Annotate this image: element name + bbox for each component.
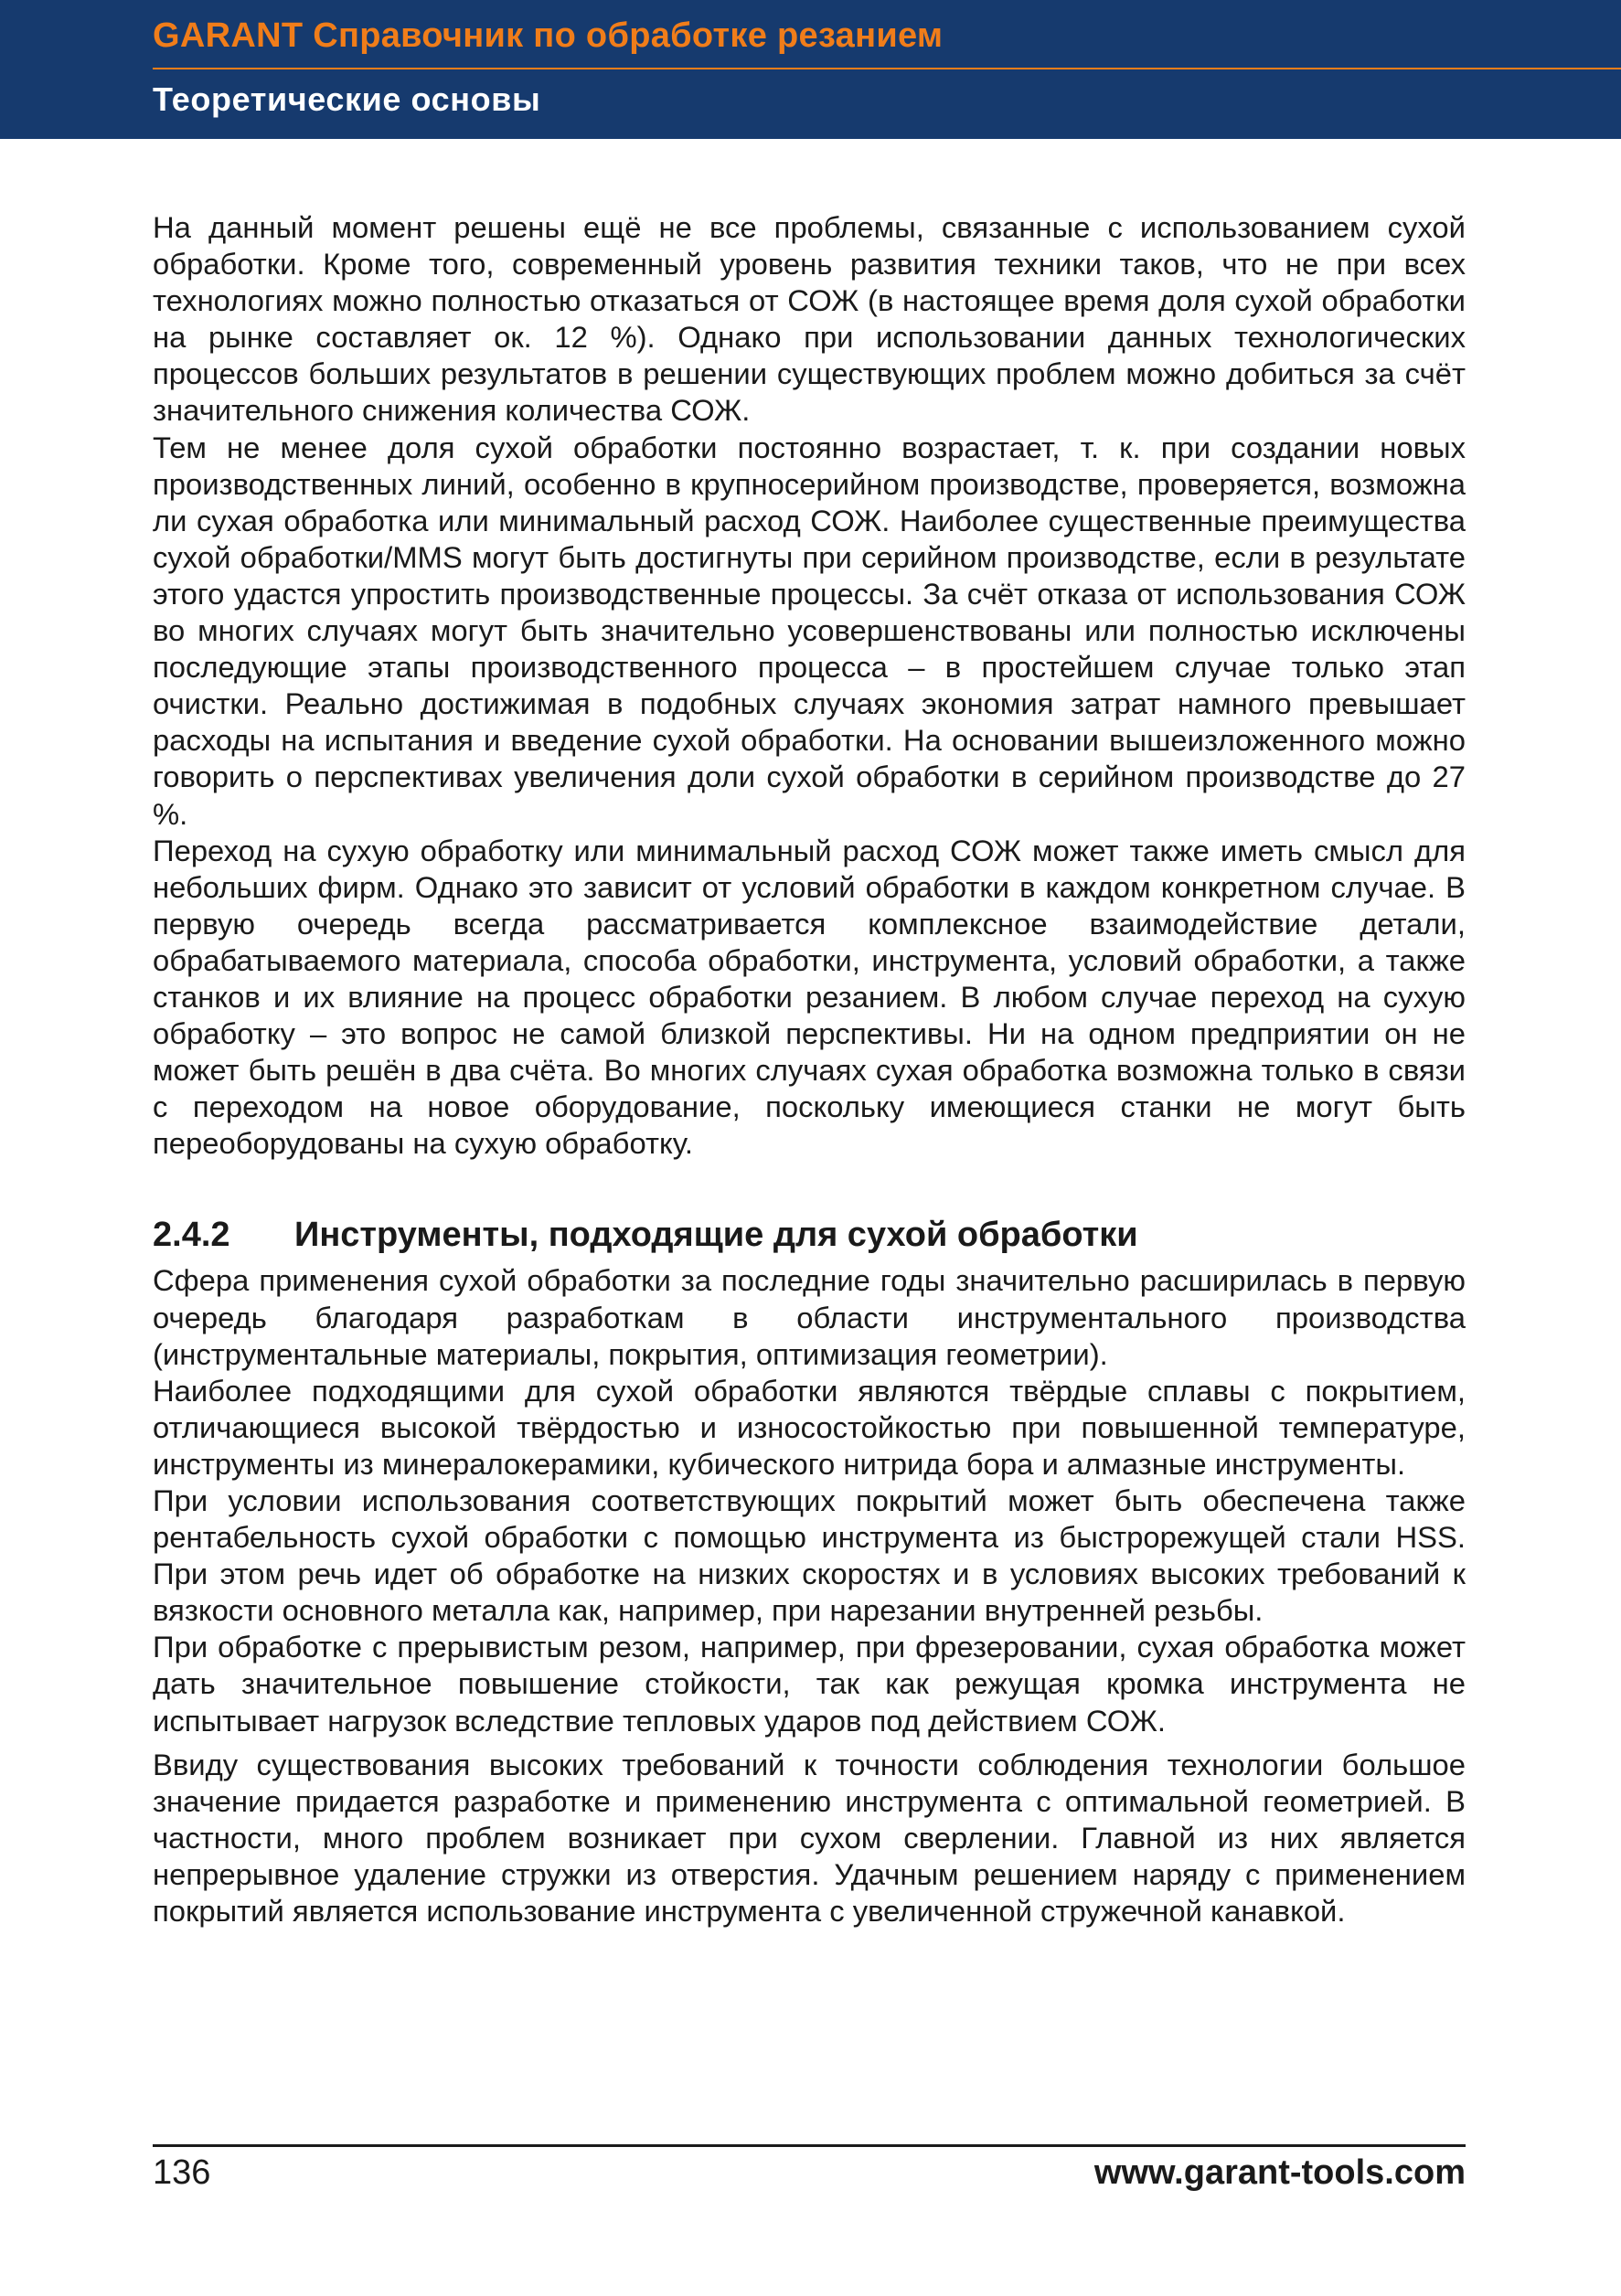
heading-title: Инструменты, подходящие для сухой обработки [294, 1216, 1138, 1255]
paragraph: При условии использования соответствующих покрытий может быть обеспечена также рентабельность сухой обработки с помощью инструмента из быстрорежущей стали HSS. При этом речь идет об обработке на низких скоростях и в условиях высоких требований к вязкости основного металла как, например, при нарезании внутренней резьбы. [153, 1483, 1466, 1628]
main-content [153, 209, 1466, 1929]
paragraph: Наиболее подходящими для сухой обработки являются твёрдые сплавы с покрытием, отличающиеся высокой твёрдостью и износостойкостью при повышенной температуре, инструменты из минералокерамики, кубического нитрида бора и алмазные инструменты. [153, 1373, 1466, 1481]
spacer [153, 1162, 1466, 1213]
brand-title: GARANT Справочник по обработке резанием [153, 16, 944, 55]
paragraph: При обработке с прерывистым резом, например, при фрезеровании, сухая обработка может дать значительное повышение стойкости, так как режущая кромка инструмента не испытывает нагрузок вследствие тепловых ударов под действием СОЖ. [153, 1630, 1466, 1738]
footer-divider [153, 2144, 1466, 2147]
paragraph: Переход на сухую обработку или минимальный расход СОЖ может также иметь смысл для небольших фирм. Однако это зависит от условий обработки в каждом конкретном случае. В первую очередь всегда рассматривается комплексное взаимодействие детали, обрабатываемого материала, способа обработки, инструмента, условий обработки, а также станков и их влияние на процесс обработки резанием. В любом случае переход на сухую обработку – это вопрос не самой близкой перспективы. Ни на одном предприятии он не может быть решён в два счёта. Во многих случаях сухая обработка возможна только в связи с переходом на новое оборудование, поскольку имеющиеся станки не могут быть переоборудованы на сухую обработку. [153, 833, 1466, 1161]
page-header [0, 0, 1621, 139]
paragraph: На данный момент решены ещё не все проблемы, связанные с использованием сухой обработки. Кроме того, современный уровень развития техники таков, что не при всех технологиях можно полностью отказаться от СОЖ (в настоящее время доля сухой обработки на рынке составляет ок. 12 %). Однако при использовании данных технологических процессов больших результатов в решении существующих проблем можно добиться за счёт значительного снижения количества СОЖ. [153, 210, 1466, 428]
paragraph: Тем не менее доля сухой обработки постоянно возрастает, т. к. при создании новых производственных линий, особенно в крупносерийном производстве, проверяется, возможна ли сухая обработка или минимальный расход СОЖ. Наиболее существенные преимущества сухой обработки/MMS могут быть достигнуты при серийном производстве, если в результате этого удастся упростить производственные процессы. За счёт отказа от использования СОЖ во многих случаях могут быть значительно усовершенствованы или полностью исключены последующие этапы производственного процесса – в простейшем случае только этап очистки. Реально достижимая в подобных случаях экономия затрат намного превышает расходы на испытания и введение сухой обработки. На основании вышеизложенного можно говорить о перспективах увеличения доли сухой обработки в серийном производстве до 27 %. [153, 430, 1466, 831]
paragraph: Ввиду существования высоких требований к точности соблюдения технологии большое значение придается разработке и применению инструмента с оптимальной геометрией. В частности, много проблем возникает при сухом сверлении. Главной из них является непрерывное удаление стружки из отверстия. Удачным решением наряду с применением покрытий является использование инструмента с увеличенной стружечной канавкой. [153, 1747, 1466, 1929]
page-number: 136 [153, 2153, 211, 2192]
website-link[interactable]: www.garant-tools.com [1093, 2153, 1466, 2192]
section-heading [153, 1213, 1466, 1257]
paragraph: Сфера применения сухой обработки за последние годы значительно расширилась в первую очередь благодаря разработкам в области инструментального производства (инструментальные материалы, покрытия, оптимизация геометрии). [153, 1263, 1466, 1371]
heading-number: 2.4.2 [153, 1216, 230, 1255]
header-divider [153, 68, 1621, 69]
section-title: Теоретические основы [153, 80, 541, 118]
